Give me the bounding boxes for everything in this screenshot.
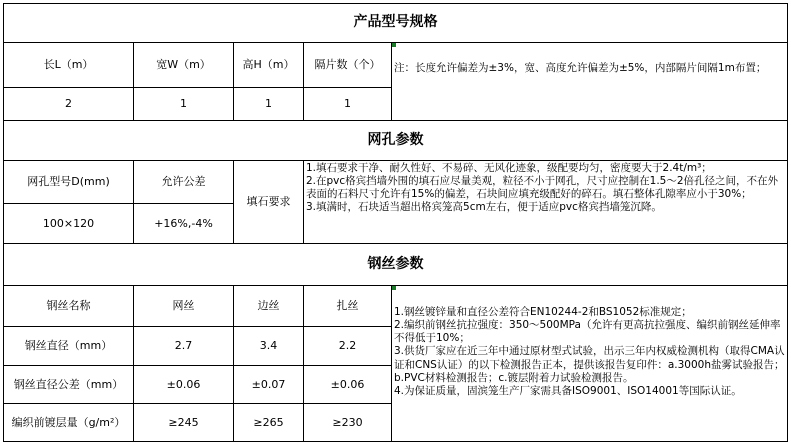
- value-coating-edge: ≥265: [253, 416, 284, 430]
- section-title-product-spec: 产品型号规格: [353, 14, 438, 31]
- header-width: 宽W（m）: [156, 58, 211, 72]
- header-tolerance: 允许公差: [161, 175, 206, 189]
- header-height: 高H（m）: [242, 58, 295, 72]
- header-wire-name: 钢丝名称: [46, 299, 91, 313]
- header-partitions: 隔片数（个）: [314, 58, 381, 72]
- wire-note-2: 2.编织前钢丝抗拉强度：350～500MPa（允许有更高抗拉强度、编织前钢丝延伸率不得低于10%；: [394, 319, 781, 345]
- value-width: 1: [180, 97, 187, 111]
- value-partitions: 1: [344, 97, 351, 111]
- value-tolerance: +16%,-4%: [154, 216, 213, 230]
- header-mesh-type: 网孔型号D(mm): [27, 175, 110, 189]
- wire-notes: [394, 306, 786, 416]
- cell-marker-icon: [392, 43, 396, 47]
- header-length: 长L（m）: [43, 58, 94, 72]
- wire-note-1: 1.钢丝镀锌量和直径公差符合EN10244-2和BS1052标准规定；: [394, 306, 692, 318]
- section-title-wire: 钢丝参数: [367, 255, 424, 272]
- cell-marker-icon: [392, 286, 396, 290]
- value-tolerance-edge: ±0.07: [251, 377, 286, 391]
- section-title-mesh: 网孔参数: [367, 131, 424, 148]
- fill-note-3: 3.填满时，石块适当超出格宾笼高5cm左右，便于适应pvc格宾挡墙笼沉降。: [306, 201, 662, 214]
- fill-note-1: 1.填石要求干净、耐久性好、不易碎、无风化迹象，级配要均匀，密度要大于2.4t/m³；: [306, 162, 712, 174]
- row-label-diameter-tolerance: 钢丝直径公差（mm）: [13, 377, 124, 391]
- wire-note-4: 4.为保证质量，固滨笼生产厂家需具备ISO9001、ISO14001等国际认证。: [394, 384, 742, 397]
- tolerance-note: 注：长度允许偏差为±3%，宽、高度允许偏差为±5%，内部隔片间隔1m布置；: [394, 62, 767, 74]
- fill-note-2: 2.在pvc格宾挡墙外围的填石应尽量美观，粒径不小于网孔，尺寸应控制在1.5～2倍孔径之间，不在外表面的石料尺寸允许有15%的偏差，石块间应填充级配好的碎石。填石整体孔隙率应小于30%；: [306, 175, 779, 201]
- row-label-coating: 编织前镀层量（g/m²）: [11, 416, 126, 430]
- header-tie-wire: 扎丝: [336, 299, 359, 313]
- row-label-diameter: 钢丝直径（mm）: [24, 339, 113, 353]
- value-diameter-mesh: 2.7: [174, 339, 193, 353]
- fill-stone-label: 填石要求: [246, 195, 291, 209]
- value-height: 1: [265, 97, 272, 111]
- value-mesh-type: 100×120: [42, 216, 95, 230]
- value-coating-mesh: ≥245: [168, 416, 199, 430]
- header-edge-wire: 边丝: [257, 299, 280, 313]
- fill-stone-notes: [306, 162, 786, 242]
- value-tolerance-mesh: ±0.06: [166, 377, 201, 391]
- value-length: 2: [65, 97, 72, 111]
- value-tolerance-tie: ±0.06: [330, 377, 365, 391]
- wire-note-3: 3.供货厂家应在近三年中通过原材型式试验，出示三年内权威检测机构（取得CMA认证和CNS认证）的以下检测报告正本，提供该报告复印件：a.3000h盐雾试验报告；b.PVC材料检测报告；c.镀层附着力试验检测报告。: [394, 345, 785, 384]
- header-mesh-wire: 网丝: [172, 299, 195, 313]
- value-coating-tie: ≥230: [332, 416, 363, 430]
- value-diameter-tie: 2.2: [338, 339, 357, 353]
- value-diameter-edge: 3.4: [259, 339, 278, 353]
